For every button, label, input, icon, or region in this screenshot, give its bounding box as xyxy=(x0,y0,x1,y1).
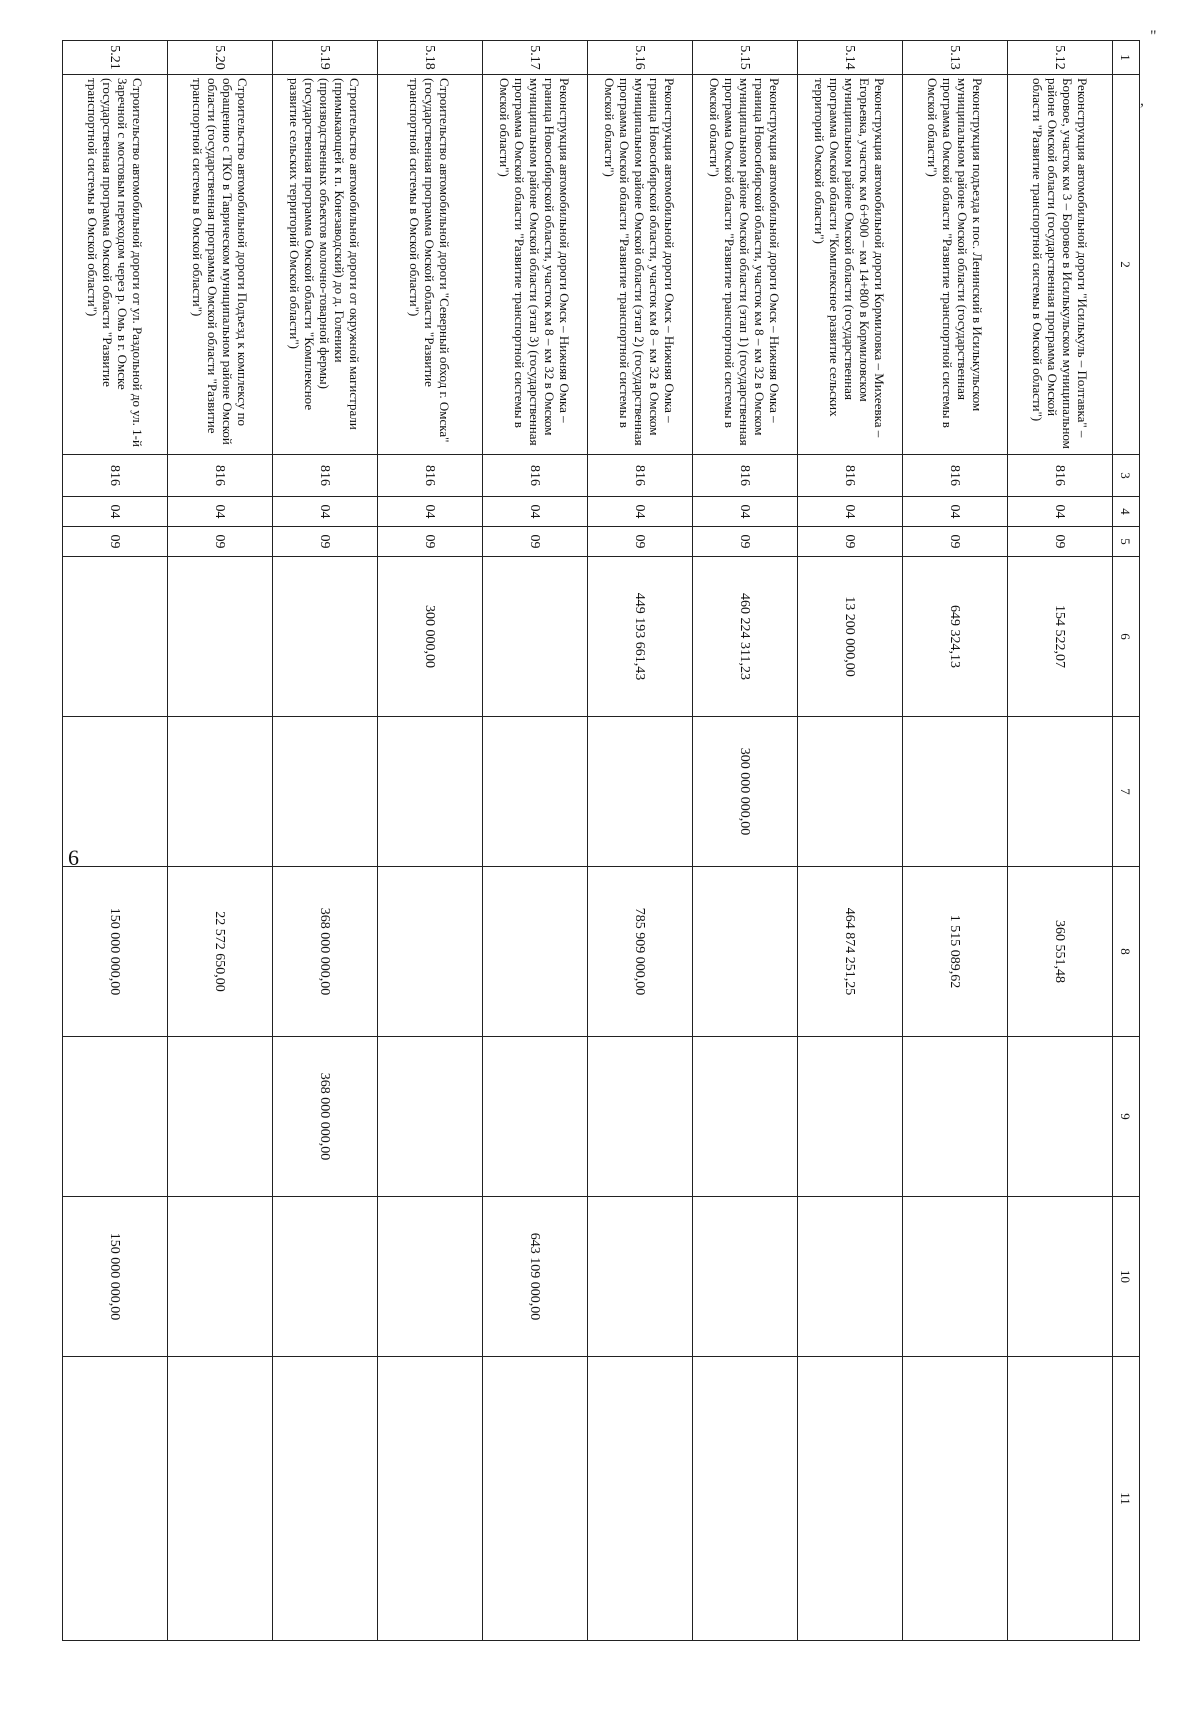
row-number: 5.13 xyxy=(903,41,1008,75)
cell-amount-9 xyxy=(798,1037,903,1197)
cell-code: 816 xyxy=(483,455,588,497)
col-header-2: 2 xyxy=(1113,75,1140,455)
cell-amount-11 xyxy=(483,1357,588,1641)
cell-amount-8 xyxy=(693,867,798,1037)
cell-amount-10 xyxy=(588,1197,693,1357)
row-number: 5.15 xyxy=(693,41,798,75)
table-row xyxy=(693,41,798,1641)
col-header-7: 7 xyxy=(1113,717,1140,867)
cell-subsection: 09 xyxy=(483,527,588,557)
col-header-4: 4 xyxy=(1113,497,1140,527)
col-header-8: 8 xyxy=(1113,867,1140,1037)
cell-amount-11 xyxy=(378,1357,483,1641)
row-number: 5.14 xyxy=(798,41,903,75)
col-header-6: 6 xyxy=(1113,557,1140,717)
row-description: Реконструкция подъезда к пос. Ленинский в Исилькульском муниципальном районе Омской области (государственная программа Омской области "Развитие транспортной системы в Омской области") xyxy=(903,75,1008,455)
cell-amount-6: 13 200 000,00 xyxy=(798,557,903,717)
scan-mark: " xyxy=(1150,28,1157,45)
cell-amount-10 xyxy=(378,1197,483,1357)
row-number: 5.17 xyxy=(483,41,588,75)
cell-subsection: 09 xyxy=(903,527,1008,557)
table-row xyxy=(588,41,693,1641)
cell-amount-7 xyxy=(798,717,903,867)
cell-amount-7 xyxy=(588,717,693,867)
cell-amount-8: 464 874 251,25 xyxy=(798,867,903,1037)
cell-section: 04 xyxy=(63,497,168,527)
col-header-9: 9 xyxy=(1113,1037,1140,1197)
row-description: Реконструкция автомобильной дороги Омск – Нижняя Омка – граница Новосибирской области, участок км 8 – км 32 в Омском муниципальном районе Омской области (этап 3) (государственная программа Омской области "Развитие транспортной системы в Омской области") xyxy=(483,75,588,455)
cell-amount-10: 643 109 000,00 xyxy=(483,1197,588,1357)
row-description: Реконструкция автомобильной дороги Кормиловка – Михеевка – Егорьевка, участок км 6+900 – км 14+800 в Кормиловском муниципальном районе Омской области (государственная программа Омской области "Комплексное развитие сельских территорий Омской области") xyxy=(798,75,903,455)
table-row xyxy=(903,41,1008,1641)
cell-amount-11 xyxy=(693,1357,798,1641)
table-row xyxy=(63,41,168,1641)
cell-section: 04 xyxy=(168,497,273,527)
col-header-3: 3 xyxy=(1113,455,1140,497)
cell-amount-10 xyxy=(168,1197,273,1357)
cell-amount-6: 460 224 311,23 xyxy=(693,557,798,717)
cell-subsection: 09 xyxy=(1008,527,1113,557)
cell-amount-11 xyxy=(798,1357,903,1641)
cell-amount-7 xyxy=(273,717,378,867)
row-description: Строительство автомобильной дороги от окружной магистрали (примыкающей к п. Конезаводский) до д. Голеники (производственных объектов молочно-товарной фермы) (государственная программа Омской области "Комплексное развитие сельских территорий Омской области") xyxy=(273,75,378,455)
cell-amount-11 xyxy=(1008,1357,1113,1641)
col-header-10: 10 xyxy=(1113,1197,1140,1357)
cell-subsection: 09 xyxy=(693,527,798,557)
cell-section: 04 xyxy=(378,497,483,527)
cell-amount-7 xyxy=(903,717,1008,867)
col-header-5: 5 xyxy=(1113,527,1140,557)
cell-amount-8 xyxy=(483,867,588,1037)
cell-code: 816 xyxy=(903,455,1008,497)
cell-amount-9 xyxy=(168,1037,273,1197)
cell-amount-7 xyxy=(1008,717,1113,867)
cell-amount-9: 368 000 000,00 xyxy=(273,1037,378,1197)
cell-amount-6: 300 000,00 xyxy=(378,557,483,717)
cell-amount-9 xyxy=(63,1037,168,1197)
row-number: 5.21 xyxy=(63,41,168,75)
cell-amount-9 xyxy=(483,1037,588,1197)
cell-amount-11 xyxy=(903,1357,1008,1641)
cell-code: 816 xyxy=(588,455,693,497)
row-number: 5.16 xyxy=(588,41,693,75)
cell-amount-11 xyxy=(588,1357,693,1641)
cell-subsection: 09 xyxy=(588,527,693,557)
table-row xyxy=(273,41,378,1641)
cell-amount-7: 300 000 000,00 xyxy=(693,717,798,867)
cell-amount-10 xyxy=(1008,1197,1113,1357)
cell-amount-8: 150 000 000,00 xyxy=(63,867,168,1037)
cell-amount-10 xyxy=(903,1197,1008,1357)
cell-amount-6 xyxy=(63,557,168,717)
cell-subsection: 09 xyxy=(168,527,273,557)
cell-amount-6: 449 193 661,43 xyxy=(588,557,693,717)
cell-amount-6: 154 522,07 xyxy=(1008,557,1113,717)
cell-amount-7 xyxy=(378,717,483,867)
cell-amount-10 xyxy=(798,1197,903,1357)
cell-amount-11 xyxy=(273,1357,378,1641)
cell-section: 04 xyxy=(693,497,798,527)
cell-code: 816 xyxy=(693,455,798,497)
cell-amount-11 xyxy=(168,1357,273,1641)
budget-table xyxy=(62,40,1140,1641)
cell-amount-8: 22 572 650,00 xyxy=(168,867,273,1037)
cell-amount-11 xyxy=(63,1357,168,1641)
cell-amount-10 xyxy=(273,1197,378,1357)
cell-amount-7 xyxy=(168,717,273,867)
cell-section: 04 xyxy=(483,497,588,527)
col-header-1: 1 xyxy=(1113,41,1140,75)
row-description: Строительство автомобильной дороги от ул. Раздольной до ул. 1-й Заречной с мостовым переходом через р. Омь в г. Омске (государственная программа Омской области "Развитие транспортной системы в Омской области") xyxy=(63,75,168,455)
cell-amount-8 xyxy=(378,867,483,1037)
scan-mark: , xyxy=(1140,92,1144,109)
cell-amount-9 xyxy=(588,1037,693,1197)
cell-section: 04 xyxy=(798,497,903,527)
cell-subsection: 09 xyxy=(63,527,168,557)
cell-amount-7 xyxy=(63,717,168,867)
cell-amount-10 xyxy=(693,1197,798,1357)
row-description: Реконструкция автомобильной дороги Омск – Нижняя Омка – граница Новосибирской области, участок км 8 – км 32 в Омском муниципальном районе Омской области (этап 2) (государственная программа Омской области "Развитие транспортной системы в Омской области") xyxy=(588,75,693,455)
cell-amount-10: 150 000 000,00 xyxy=(63,1197,168,1357)
table-row xyxy=(483,41,588,1641)
cell-code: 816 xyxy=(798,455,903,497)
row-description: Реконструкция автомобильной дороги Омск – Нижняя Омка – граница Новосибирской области, участок км 8 – км 32 в Омском муниципальном районе Омской области (этап 1) (государственная программа Омской области "Развитие транспортной системы в Омской области") xyxy=(693,75,798,455)
cell-subsection: 09 xyxy=(798,527,903,557)
cell-code: 816 xyxy=(168,455,273,497)
cell-amount-9 xyxy=(1008,1037,1113,1197)
row-number: 5.18 xyxy=(378,41,483,75)
table-row xyxy=(378,41,483,1641)
cell-section: 04 xyxy=(903,497,1008,527)
table-row xyxy=(798,41,903,1641)
cell-subsection: 09 xyxy=(273,527,378,557)
cell-amount-9 xyxy=(903,1037,1008,1197)
table-row xyxy=(168,41,273,1641)
row-description: Строительство автомобильной дороги "Северный обход г. Омска" (государственная программа Омской области "Развитие транспортной системы в Омской области") xyxy=(378,75,483,455)
col-header-11: 11 xyxy=(1113,1357,1140,1641)
cell-amount-8: 368 000 000,00 xyxy=(273,867,378,1037)
cell-code: 816 xyxy=(63,455,168,497)
cell-amount-9 xyxy=(693,1037,798,1197)
cell-code: 816 xyxy=(273,455,378,497)
cell-amount-7 xyxy=(483,717,588,867)
table-row xyxy=(1008,41,1113,1641)
cell-code: 816 xyxy=(1008,455,1113,497)
cell-code: 816 xyxy=(378,455,483,497)
row-description: Реконструкция автомобильной дороги "Исилькуль – Полтавка" – Боровое, участок км 3 – Боровое в Исилькульском муниципальном районе Омской области (государственная программа Омской области "Развитие транспортной системы в Омской области") xyxy=(1008,75,1113,455)
row-description: Строительство автомобильной дороги Подъезд к комплексу по обращению с ТКО в Таврическом муниципальном районе Омской области (государственная программа Омской области "Развитие транспортной системы в Омской области") xyxy=(168,75,273,455)
cell-section: 04 xyxy=(273,497,378,527)
cell-amount-9 xyxy=(378,1037,483,1197)
cell-amount-8: 360 551,48 xyxy=(1008,867,1113,1037)
row-number: 5.19 xyxy=(273,41,378,75)
cell-subsection: 09 xyxy=(378,527,483,557)
cell-amount-8: 1 515 089,62 xyxy=(903,867,1008,1037)
cell-amount-6 xyxy=(273,557,378,717)
header-row xyxy=(1113,41,1140,1641)
cell-amount-6 xyxy=(168,557,273,717)
cell-amount-6 xyxy=(483,557,588,717)
cell-section: 04 xyxy=(588,497,693,527)
budget-table-rotated xyxy=(85,40,1140,1640)
cell-amount-8: 785 909 000,00 xyxy=(588,867,693,1037)
cell-section: 04 xyxy=(1008,497,1113,527)
page-number: 6 xyxy=(68,845,79,870)
row-number: 5.20 xyxy=(168,41,273,75)
row-number: 5.12 xyxy=(1008,41,1113,75)
cell-amount-6: 649 324,13 xyxy=(903,557,1008,717)
